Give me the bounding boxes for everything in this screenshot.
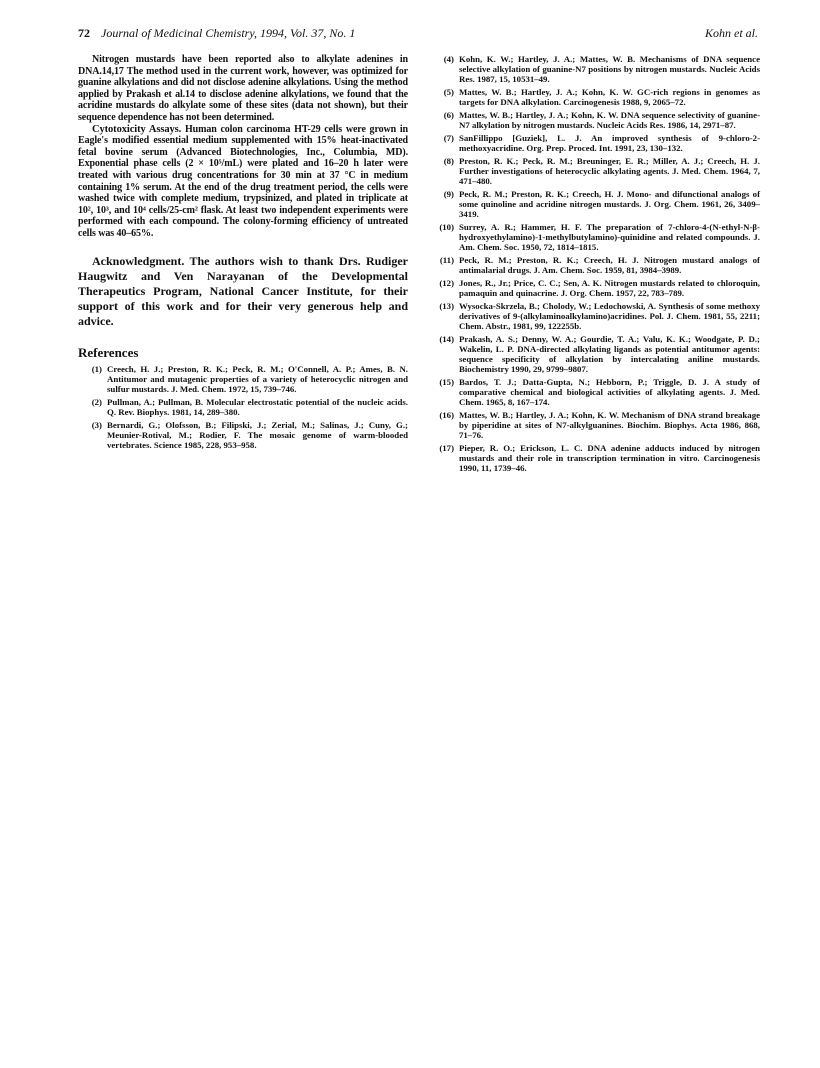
reference-number: (2) [91,397,102,408]
reference-number: (8) [443,156,454,166]
reference-item [430,156,760,186]
reference-text: Mattes, W. B.; Hartley, J. A.; Kohn, K. W. Mechanism of DNA strand breakage by piperidine at sites of N7-alkylguanines. Biochim. Biophys. Acta 1986, 868, 71–76. [459,410,760,440]
reference-number: (11) [439,255,454,265]
running-authors: Kohn et al. [705,26,758,40]
acknowledgment-text: The authors wish to thank Drs. Rudiger Haugwitz and Ven Narayanan of the Developmental Therapeutics Program, National Cancer Institute, for their support of this work and for their very generous help and advice. [78,253,408,328]
acknowledgment-heading: Acknowledgment. [92,253,185,268]
reference-number: (15) [439,377,454,387]
reference-text: Prakash, A. S.; Denny, W. A.; Gourdie, T. A.; Valu, K. K.; Woodgate, P. D.; Wakelin, L. P. DNA-directed alkylating ligands as potential antitumor agents: sequence specificity of alkylation by intercalating aniline mustards. Biochemistry 1990, 29, 9799–9807. [459,334,760,374]
reference-text: Bernardi, G.; Olofsson, B.; Filipski, J.; Zerial, M.; Salinas, J.; Cuny, G.; Meunier-Rotival, M.; Rodier, F. The mosaic genome of warm-blooded vertebrates. Science 1985, 228, 953–958. [107,420,408,451]
reference-text: Peck, R. M.; Preston, R. K.; Creech, H. J. Mono- and difunctional analogs of some quinoline and acridine nitrogen mustards. J. Org. Chem. 1961, 26, 3409–3419. [459,189,760,219]
reference-text: SanFillippo [Guziek], L. J. An improved synthesis of 9-chloro-2-methoxyacridine. Org. Prep. Proced. Int. 1991, 23, 130–132. [459,133,760,153]
reference-item [430,410,760,440]
acknowledgment-paragraph [78,254,408,329]
reference-item [430,222,760,252]
reference-item [430,255,760,275]
reference-item [430,133,760,153]
running-header [78,26,758,44]
reference-item [430,54,760,84]
reference-text: Bardos, T. J.; Datta-Gupta, N.; Hebborn, P.; Triggle, D. J. A study of comparative chemical and biological activities of alkylating agents. J. Med. Chem. 1965, 8, 167–174. [459,377,760,407]
reference-number: (14) [439,334,454,344]
reference-item [430,377,760,407]
reference-number: (6) [443,110,454,120]
body-paragraph-adenine: Nitrogen mustards have been reported also to alkylate adenines in DNA.14,17 The method used in the current work, however, was optimized for guanine alkylations and did not disclose adenine alkylations. Using the method applied by Prakash et al.14 to disclose adenine alkylations, we found that the acridine mustards do alkylate some of these sites (data not shown), but their sequence dependence has not been determined. [78,54,408,123]
reference-number: (3) [91,420,102,431]
left-column [78,54,408,453]
reference-number: (5) [443,87,454,97]
reference-item [78,397,408,417]
reference-number: (7) [443,133,454,143]
cytotoxicity-heading: Cytotoxicity Assays. [92,123,182,135]
reference-number: (1) [91,364,102,375]
journal-citation: Journal of Medicinal Chemistry, 1994, Vol. 37, No. 1 [101,26,356,40]
reference-number: (17) [439,443,454,453]
reference-number: (9) [443,189,454,199]
reference-text: Creech, H. J.; Preston, R. K.; Peck, R. M.; O'Connell, A. P.; Ames, B. N. Antitumor and mutagenic properties of a variety of heterocyclic nitrogen and sulfur mustards. J. Med. Chem. 1972, 15, 739–746. [107,364,408,395]
reference-item [78,420,408,450]
reference-text: Peck, R. M.; Preston, R. K.; Creech, H. J. Nitrogen mustard analogs of antimalarial drugs. J. Am. Chem. Soc. 1959, 81, 3984–3989. [459,255,760,275]
reference-item [430,189,760,219]
reference-item [430,110,760,130]
cytotoxicity-paragraph [78,124,408,240]
reference-text: Pieper, R. O.; Erickson, L. C. DNA adenine adducts induced by nitrogen mustards and their role in transcription termination in vitro. Carcinogenesis 1990, 11, 1739–46. [459,443,760,473]
reference-number: (16) [439,410,454,420]
reference-item [78,364,408,394]
reference-item [430,301,760,331]
reference-item [430,334,760,374]
reference-item [430,278,760,298]
reference-text: Preston, R. K.; Peck, R. M.; Breuninger, E. R.; Miller, A. J.; Creech, H. J. Further investigations of heterocyclic alkylating agents. J. Med. Chem. 1964, 7, 471–480. [459,156,760,186]
cytotoxicity-text: Human colon carcinoma HT-29 cells were grown in Eagle's modified essential medium supplemented with 15% heat-inactivated fetal bovine serum (Advanced Biotechnologies, Inc., Columbia, MD). Exponential phase cells (2 × 10⁵/mL) were plated and 16–20 h later were treated with various drug concentrations for 30 min at 37 °C in medium containing 1% serum. At the end of the drug treatment period, the cells were washed twice with complete medium, trypsinized, and plated in triplicate at 10², 10³, and 10⁴ cells/25-cm² flask. At least two independent experiments were performed with each compound. The colony-forming efficiency of untreated cells was 40–65%. [78,123,408,239]
right-column-references [430,54,760,476]
reference-text: Mattes, W. B.; Hartley, J. A.; Kohn, K. W. DNA sequence selectivity of guanine-N7 alkylation by nitrogen mustards. Nucleic Acids Res. 1986, 14, 2971–87. [459,110,760,130]
reference-text: Pullman, A.; Pullman, B. Molecular electrostatic potential of the nucleic acids. Q. Rev. Biophys. 1981, 14, 289–380. [107,397,408,418]
reference-number: (13) [439,301,454,311]
reference-text: Kohn, K. W.; Hartley, J. A.; Mattes, W. B. Mechanisms of DNA sequence selective alkylation of guanine-N7 positions by nitrogen mustards. Nucleic Acids Res. 1987, 15, 10531–49. [459,54,760,84]
reference-number: (4) [443,54,454,64]
reference-number: (12) [439,278,454,288]
page-number: 72 [78,26,90,40]
references-heading: References [78,344,139,360]
reference-text: Mattes, W. B.; Hartley, J. A.; Kohn, K. W. GC-rich regions in genomes as targets for DNA alkylation. Carcinogenesis 1988, 9, 2065–72. [459,87,760,107]
reference-text: Surrey, A. R.; Hammer, H. F. The preparation of 7-chloro-4-(N-ethyl-N-β-hydroxyethylamino)-1-methylbutylamino)-quinidine and related compounds. J. Am. Chem. Soc. 1950, 72, 1814–1815. [459,222,760,252]
reference-item [430,87,760,107]
reference-text: Wysocka-Skrzela, B.; Cholody, W.; Ledochowski, A. Synthesis of some methoxy derivatives of 9-(alkylaminoalkylamino)acridines. Pol. J. Chem. 1981, 55, 2211; Chem. Abstr., 1981, 99, 122255b. [459,301,760,331]
reference-text: Jones, R., Jr.; Price, C. C.; Sen, A. K. Nitrogen mustards related to chloroquin, pamaquin and quinacrine. J. Org. Chem. 1957, 22, 783–789. [459,278,760,298]
reference-item [430,443,760,473]
reference-number: (10) [439,222,454,232]
